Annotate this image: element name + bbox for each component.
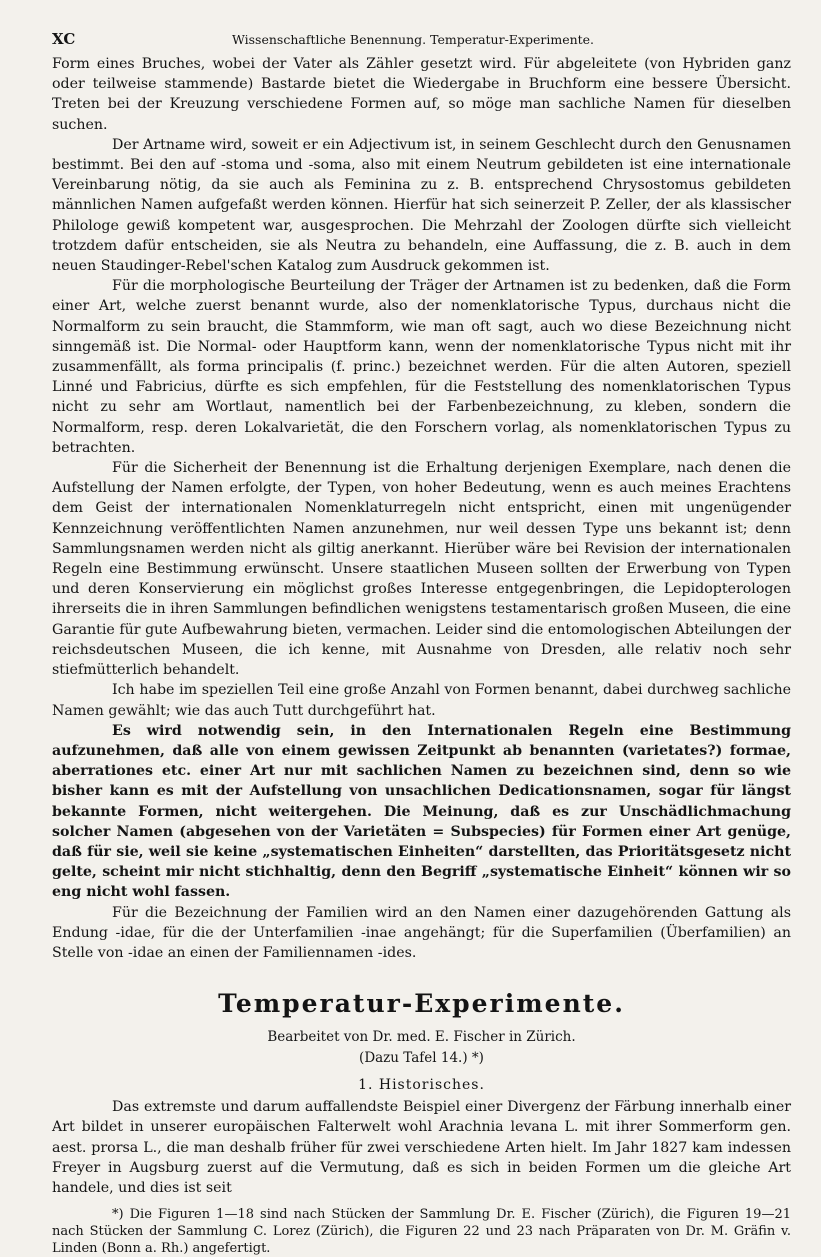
paragraph-1: Form eines Bruches, wobei der Vater als Zähler gesetzt wird. Für abgeleitete (von Hybriden ganz oder teilweise stammende) Bastarde bietet die Wiedergabe in Bruchform eine bessere Übersicht. Treten bei der Kreuzung verschiedene Formen auf, so möge man sachliche Namen für dieselben suchen. xyxy=(52,56,791,133)
paragraph-4: Für die Sicherheit der Benennung ist die Erhaltung derjenigen Exemplare, nach denen die Aufstellung der Namen erfolgte, der Typen, von hoher Bedeutung, wenn es auch meines Erachtens dem Geist der internationalen Nomenklaturregeln nicht entspricht, einen mit ungenügender Kennzeichnung veröffentlichten Namen anzunehmen, nur weil dessen Type uns bekannt ist; denn Sammlungsnamen werden nicht als giltig anerkannt. Hierüber wäre bei Revision der internationalen Regeln eine Bestimmung erwünscht. Unsere staatlichen Museen sollten der Erwerbung von Typen und deren Konservierung ein möglichst großes Interesse entgegenbringen, die Lepidopterologen ihrerseits die in ihren Sammlungen befindlichen wenigstens testamentarisch großen Museen, die eine Garantie für gute Aufbewahrung bieten, vermachen. Leider sind die entomologischen Abteilungen der reichsdeutschen Museen, die ich kenne, mit Ausnahme von Dresden, alle relativ noch sehr stiefmütterlich behandelt. xyxy=(52,460,791,679)
paragraph-2: Der Artname wird, soweit er ein Adjectivum ist, in seinem Geschlecht durch den Genusnamen bestimmt. Bei den auf -stoma und -soma, also mit einem Neutrum gebildeten ist eine internationale Vereinbarung nötig, da sie auch als Feminina zu z. B. entsprechend Chrysostomus gebildeten männlichen Namen aufgefaßt werden können. Hierfür hat sich seinerzeit P. Zeller, der als klassischer Philologe gewiß kompetent war, ausgesprochen. Die Mehrzahl der Zoologen dürfte sich vielleicht trotzdem dafür entscheiden, sie als Neutra zu behandeln, eine Auffassung, die z. B. auch in dem neuen Staudinger-Rebel'schen Katalog zum Ausdruck gekommen ist. xyxy=(52,136,791,275)
paragraph-6: Es wird notwendig sein, in den Internationalen Regeln eine Bestimmung aufzunehmen, daß alle von einem gewissen Zeitpunkt ab benannten (varietates?) formae, aberrationes etc. einer Art nur mit sachlichen Namen zu bezeichnen sind, denn so wie bisher kann es mit der Aufstellung von unsachlichen Dedicationsnamen, sogar für längst bekannte Formen, nicht weitergehen. Die Meinung, daß es zur Unschädlichmachung solcher Namen (abgesehen von der Varietäten = Subspecies) für Formen einer Art genüge, daß für sie, weil sie keine „systematischen Einheiten“ darstellten, das Prioritätsgesetz nicht gelte, scheint mir nicht stichhaltig, denn den Begriff „systematische Einheit“ können wir so eng nicht wohl fassen. xyxy=(52,722,791,901)
plate-note: (Dazu Tafel 14.) *) xyxy=(359,1050,484,1067)
section-title: Temperatur-Experimente. xyxy=(218,989,625,1019)
paragraph-7: Für die Bezeichnung der Familien wird an den Namen einer dazugehörenden Gattung als Endung -idae, für die der Unterfamilien -inae angehängt; für die Superfamilien (Überfamilien) an Stelle von -idae an einen der Familiennamen -ides. xyxy=(52,904,791,961)
footnote: *) Die Figuren 1—18 sind nach Stücken der Sammlung Dr. E. Fischer (Zürich), die Figuren 19—21 nach Stücken der Sammlung C. Lorez (Zürich), die Figuren 22 und 23 nach Präparaten von Dr. M. Gräfin v. Linden (Bonn a. Rh.) angefertigt. xyxy=(52,1207,791,1257)
subsection-title: 1. Historisches. xyxy=(358,1077,485,1094)
section-byline: Bearbeitet von Dr. med. E. Fischer in Zürich. xyxy=(267,1029,576,1046)
paragraph-5: Ich habe im speziellen Teil eine große Anzahl von Formen benannt, dabei durchweg sachliche Namen gewählt; wie das auch Tutt durchgeführt hat. xyxy=(52,682,791,719)
paragraph-3: Für die morphologische Beurteilung der Träger der Artnamen ist zu bedenken, daß die Form einer Art, welche zuerst benannt wurde, also der nomenklatorische Typus, durchaus nicht die Normalform zu sein braucht, die Stammform, wie man oft sagt, auch wo diese Bezeichnung nicht sinngemäß ist. Die Normal- oder Hauptform kann, wenn der nomenklatorische Typus nicht mit ihr zusammenfällt, als forma principalis (f. princ.) bezeichnet werden. Für die alten Autoren, speziell Linné und Fabricius, dürfte es sich empfehlen, für die Feststellung des nomenklatorischen Typus nicht zu sehr am Wortlaut, namentlich bei der Farbenbezeichnung, zu kleben, sondern die Normalform, resp. deren Lokalvarietät, die den Forschern vorlag, als nomenklatorischen Typus zu betrachten. xyxy=(52,278,791,456)
body-text xyxy=(52,54,791,1257)
running-head xyxy=(52,30,791,52)
page-number: XC xyxy=(52,30,76,48)
section-paragraph: Das extremste und darum auffallendste Beispiel einer Divergenz der Färbung innerhalb einer Art bildet in unserer europäischen Falterwelt wohl Arachnia levana L. mit ihrer Sommerform gen. aest. prorsa L., die man deshalb früher für zwei verschiedene Arten hielt. Im Jahr 1827 kam indessen Freyer in Augsburg zuerst auf die Vermutung, daß es sich in beiden Formen um die gleiche Art handele, und dies ist seit xyxy=(52,1099,791,1196)
running-title: Wissenschaftliche Benennung. Temperatur-Experimente. xyxy=(232,32,595,47)
